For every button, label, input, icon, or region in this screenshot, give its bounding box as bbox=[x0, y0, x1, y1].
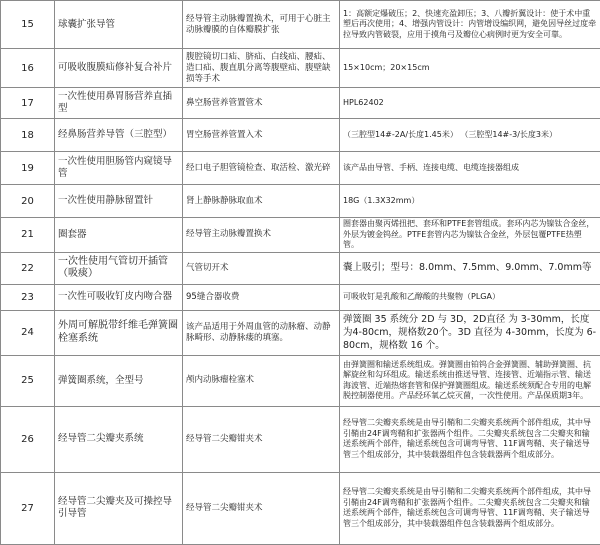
row-number: 17 bbox=[1, 88, 55, 119]
table-row bbox=[1, 218, 600, 253]
row-number: 22 bbox=[1, 252, 55, 284]
product-spec: 该产品由导管、手柄、连接电缆、电缆连接器组成 bbox=[340, 152, 600, 185]
product-use: 气管切开术 bbox=[183, 252, 340, 284]
product-name: 一次性使用气管切开插管（吸痰） bbox=[55, 252, 183, 284]
table-row bbox=[1, 406, 600, 472]
product-name: 一次性使用静脉留置针 bbox=[55, 185, 183, 218]
table-row bbox=[1, 284, 600, 310]
table-row bbox=[1, 185, 600, 218]
product-name: 经导管二尖瓣夹系统 bbox=[55, 406, 183, 472]
product-spec: HPL62402 bbox=[340, 88, 600, 119]
table-row bbox=[1, 49, 600, 88]
product-spec: 弹簧圈 35 系统分 2D 与 3D，2D直径 为 3-30mm，长度为4-80cm，规格数20个。3D 直径为 4-30mm，长度为 6-80cm，规格数 16 个。 bbox=[340, 310, 600, 355]
product-name: 圈套器 bbox=[55, 218, 183, 253]
product-spec: 可吸收钉是乳酸和乙醇酸的共聚物（PLGA） bbox=[340, 284, 600, 310]
row-number: 18 bbox=[1, 119, 55, 152]
product-name: 弹簧圈系统，全型号 bbox=[55, 355, 183, 406]
product-spec: （三腔型14#-2A/长度1.45米） （三腔型14#-3/长度3米） bbox=[340, 119, 600, 152]
product-use: 95缝合器收费 bbox=[183, 284, 340, 310]
product-use: 腹腔镜切口疝、脐疝、白线疝、腰疝、造口疝、腹直肌分离等腹壁疝、腹壁缺损等手术 bbox=[183, 49, 340, 88]
row-number: 19 bbox=[1, 152, 55, 185]
product-use: 经导管二尖瓣钳夹术 bbox=[183, 472, 340, 544]
table-row bbox=[1, 252, 600, 284]
product-use: 颅内动脉瘤栓塞术 bbox=[183, 355, 340, 406]
table-row bbox=[1, 472, 600, 544]
product-use: 鼻空肠营养管置管术 bbox=[183, 88, 340, 119]
row-number: 23 bbox=[1, 284, 55, 310]
table-row bbox=[1, 310, 600, 355]
row-number: 20 bbox=[1, 185, 55, 218]
product-name: 经鼻肠营养导管（三腔型） bbox=[55, 119, 183, 152]
row-number: 21 bbox=[1, 218, 55, 253]
product-spec: 囊上吸引；型号：8.0mm、7.5mm、9.0mm、7.0mm等 bbox=[340, 252, 600, 284]
table-row bbox=[1, 355, 600, 406]
table-row bbox=[1, 88, 600, 119]
row-number: 25 bbox=[1, 355, 55, 406]
product-spec: 18G（1.3X32mm） bbox=[340, 185, 600, 218]
product-spec: 圈套器由聚丙烯扭把、套环和PTFE套管组成。套环内芯为镍钛合金丝，外层为镀金钨丝。PTFE套管内芯为镍钛合金丝，外层包覆PTFE热塑管。 bbox=[340, 218, 600, 253]
product-spec: 经导管二尖瓣夹系统是由导引鞘和二尖瓣夹系统两个部件组成，其中导引鞘由24F调弯鞘和扩张器两个组件。二尖瓣夹系统包含二尖瓣夹和输送系统两个部件，输送系统包含可调弯导管、11F调弯鞘、夹子输送导管三个组成部分，其中装载器组件包含装载器两个组成部分。 bbox=[340, 406, 600, 472]
product-use: 经导管主动脉瓣置换术 bbox=[183, 218, 340, 253]
product-spec: 1：高额定爆破压；2、快速充盈卸压；3、八瓣折翼设计：使于术中重塑后再次使用；4、增强内管设计：内管增设编织网，避免因导丝过度牵拉导致内管破裂，应用于摸角弓及瓣位心病例时更为安全可靠。 bbox=[340, 1, 600, 49]
product-use: 该产品适用于外周血管的动脉瘤、动静脉畸形、动静脉瘘的填塞。 bbox=[183, 310, 340, 355]
table-row bbox=[1, 119, 600, 152]
product-use: 肾上静脉静脉取血术 bbox=[183, 185, 340, 218]
product-name: 一次性使用鼻胃肠营养直插型 bbox=[55, 88, 183, 119]
row-number: 24 bbox=[1, 310, 55, 355]
product-use: 经口电子胆管镜检查、取活检、激光碎 bbox=[183, 152, 340, 185]
product-name: 外周可解脱带纤维毛弹簧圈栓塞系统 bbox=[55, 310, 183, 355]
table-row bbox=[1, 1, 600, 49]
product-spec: 由弹簧圈和输送系统组成。弹簧圈由铂钨合金弹簧圈、辅助弹簧圈、抗解旋丝和勾环组成。输送系统由推送导管、连接管、近端指示管、输送海波管、近端热熔套管和保护弹簧圈组成。输送系统须配合专用的电解脱控制器使用。产品经环氧乙烷灭菌，一次性使用。产品保质期3年。 bbox=[340, 355, 600, 406]
product-use: 胃空肠营养管置入术 bbox=[183, 119, 340, 152]
product-name: 一次性使用胆肠管内窥镜导管 bbox=[55, 152, 183, 185]
row-number: 16 bbox=[1, 49, 55, 88]
product-name: 可吸收腹膜疝修补复合补片 bbox=[55, 49, 183, 88]
row-number: 27 bbox=[1, 472, 55, 544]
row-number: 26 bbox=[1, 406, 55, 472]
product-spec: 经导管二尖瓣夹系统是由导引鞘和二尖瓣夹系统两个部件组成，其中导引鞘由24F调弯鞘和扩张器两个组件。二尖瓣夹系统包含二尖瓣夹和输送系统两个部件，输送系统包含可调弯导管、11F调弯鞘、夹子输送导管三个组成部分，其中装载器组件包含装载器两个组成部分。 bbox=[340, 472, 600, 544]
product-name: 经导管二尖瓣夹及可操控导引导管 bbox=[55, 472, 183, 544]
product-use: 经导管二尖瓣钳夹术 bbox=[183, 406, 340, 472]
product-spec: 15×10cm；20×15cm bbox=[340, 49, 600, 88]
row-number: 15 bbox=[1, 1, 55, 49]
product-name: 一次性可吸收钉皮内吻合器 bbox=[55, 284, 183, 310]
product-name: 球囊扩张导管 bbox=[55, 1, 183, 49]
table-row bbox=[1, 152, 600, 185]
product-use: 经导管主动脉瓣置换术，可用于心脏主动脉瓣膜的自体瓣膜扩张 bbox=[183, 1, 340, 49]
